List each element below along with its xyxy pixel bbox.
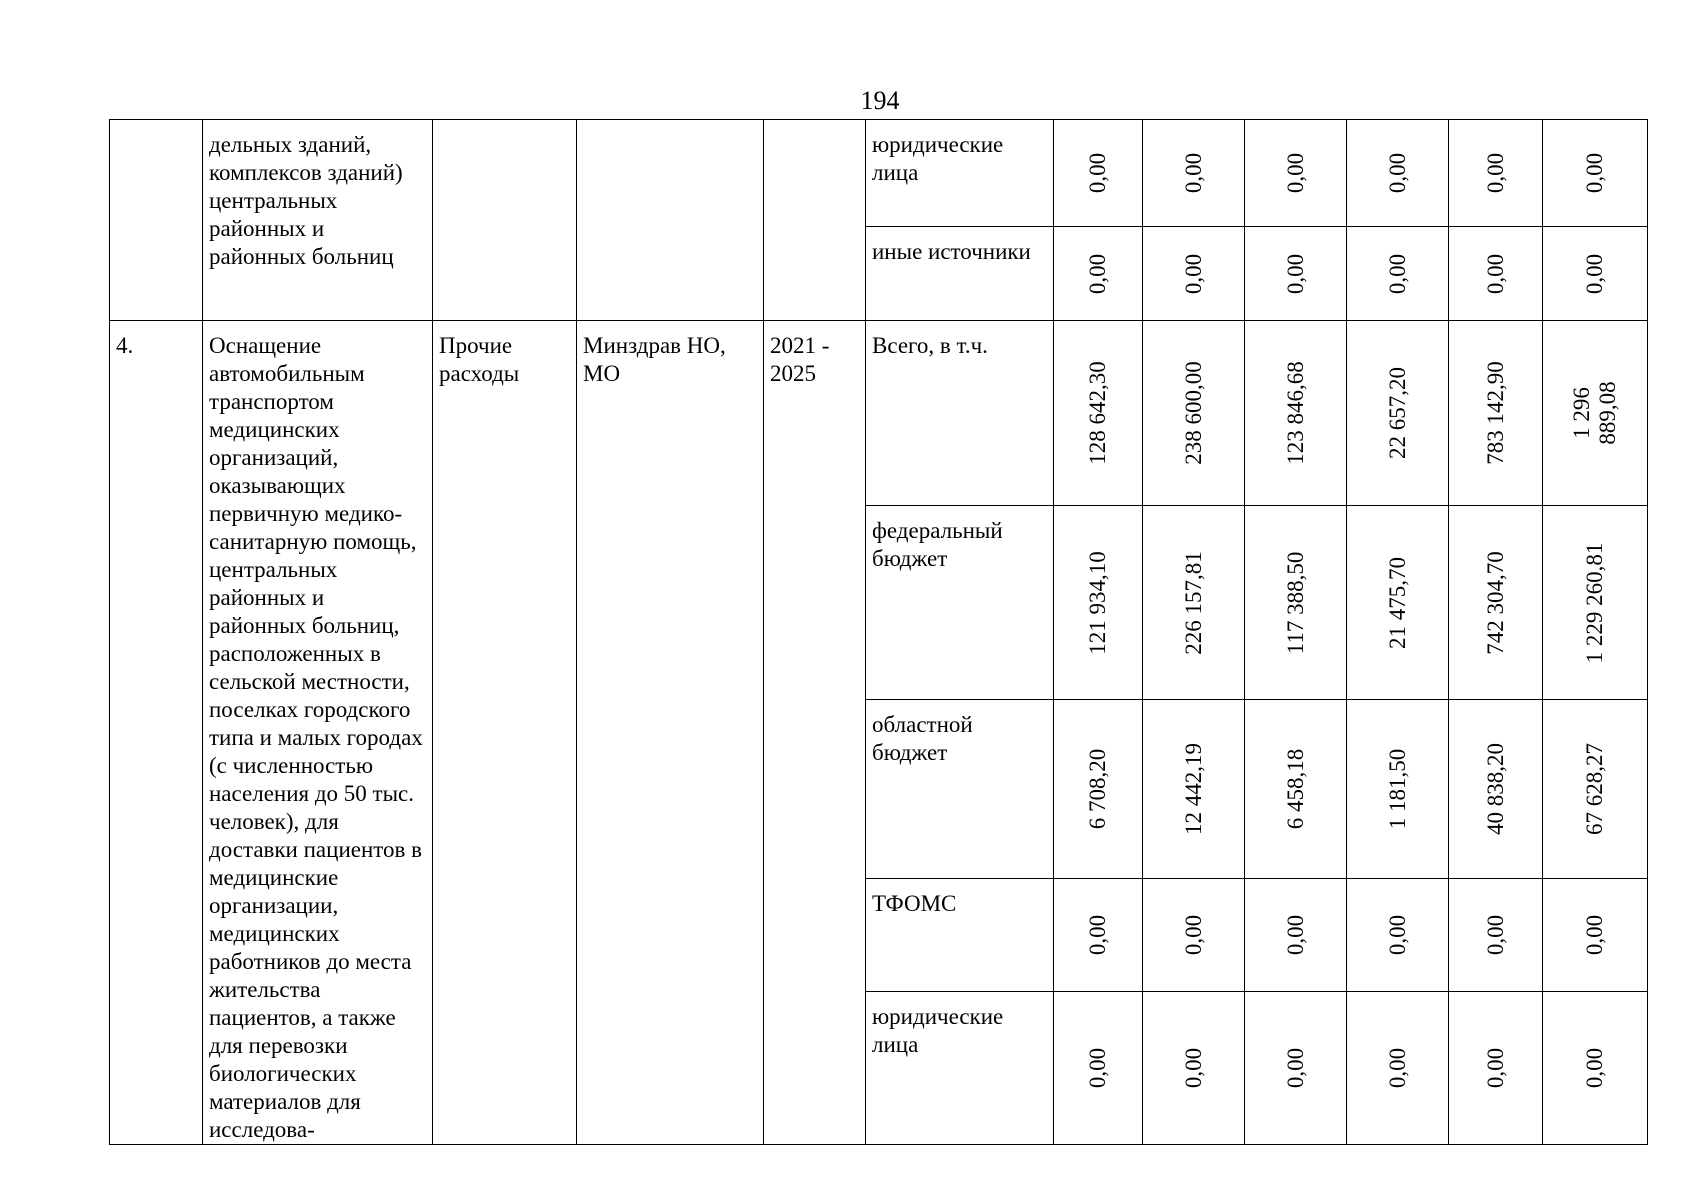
value-text: 12 442,19 (1180, 743, 1206, 836)
value-text: 0,00 (1085, 152, 1110, 194)
value-cell (1449, 700, 1543, 878)
value-cell (1449, 227, 1543, 321)
value-cell (1143, 878, 1245, 991)
value-text: 0,00 (1085, 1048, 1110, 1089)
funding-source-cell: юридические лица (866, 120, 1054, 227)
value-cell (1245, 878, 1347, 991)
value-text: 0,00 (1180, 152, 1206, 194)
value-cell (1245, 700, 1347, 878)
value-text: 0,00 (1085, 253, 1110, 294)
value-text: 226 157,81 (1180, 551, 1206, 655)
value-text: 1 296 889,08 (1569, 381, 1620, 445)
value-cell (1245, 506, 1347, 700)
value-text: 0,00 (1482, 253, 1508, 294)
value-text: 0,00 (1085, 914, 1110, 956)
value-cell (1543, 506, 1648, 700)
value-text: 0,00 (1180, 914, 1206, 956)
value-text: 0,00 (1282, 152, 1308, 194)
value-text: 0,00 (1384, 253, 1410, 294)
value-cell (1054, 321, 1143, 506)
value-cell (1347, 878, 1449, 991)
value-cell (1347, 700, 1449, 878)
value-cell (1143, 321, 1245, 506)
value-cell (1347, 321, 1449, 506)
value-text: 742 304,70 (1482, 551, 1508, 655)
value-text: 22 657,20 (1384, 367, 1410, 460)
value-text: 0,00 (1180, 253, 1206, 294)
funding-source-cell: юридические лица (866, 992, 1054, 1145)
value-text: 0,00 (1384, 1048, 1410, 1089)
value-cell (1245, 992, 1347, 1145)
value-cell (1054, 227, 1143, 321)
value-text: 0,00 (1582, 253, 1607, 294)
value-cell (1054, 506, 1143, 700)
value-text: 1 229 260,81 (1582, 542, 1607, 664)
funding-source-cell: федеральный бюджет (866, 506, 1054, 700)
value-text: 0,00 (1482, 152, 1508, 194)
period-cell (764, 120, 866, 321)
value-text: 40 838,20 (1482, 743, 1508, 836)
value-cell (1143, 120, 1245, 227)
value-cell (1543, 227, 1648, 321)
value-text: 121 934,10 (1085, 551, 1110, 655)
budget-table (109, 119, 1648, 1145)
value-text: 0,00 (1384, 152, 1410, 194)
value-cell (1449, 878, 1543, 991)
value-cell (1449, 321, 1543, 506)
value-cell (1449, 120, 1543, 227)
expense-type-cell: Прочие расходы (433, 321, 577, 1145)
value-text: 117 388,50 (1282, 551, 1308, 655)
value-text: 6 458,18 (1282, 748, 1308, 830)
value-cell (1543, 878, 1648, 991)
value-cell (1347, 227, 1449, 321)
description-cell: Оснащение автомобильным транспортом медицинских организаций, оказывающих первичную медико-санитарную помощь, центральных районных и районных больниц, расположенных в сельской местности, поселках городского типа и малых городах (с численностью населения до 50 тыс. человек), для доставки пациентов в медицинские организации, медицинских работников до места жительства пациентов, а также для перевозки биологических материалов для исследова- (203, 321, 433, 1145)
value-cell (1143, 700, 1245, 878)
value-cell (1543, 120, 1648, 227)
funding-source-cell: иные источники (866, 227, 1054, 321)
value-cell (1245, 227, 1347, 321)
value-cell (1054, 700, 1143, 878)
value-cell (1449, 992, 1543, 1145)
funding-source-cell: ТФОМС (866, 878, 1054, 991)
value-text: 0,00 (1180, 1048, 1206, 1089)
value-text: 0,00 (1384, 914, 1410, 956)
page-number: 194 (860, 86, 900, 115)
value-cell (1347, 506, 1449, 700)
executor-cell (577, 120, 764, 321)
value-cell (1543, 700, 1648, 878)
value-text: 0,00 (1582, 914, 1607, 956)
value-cell (1143, 506, 1245, 700)
value-cell (1143, 992, 1245, 1145)
value-text: 67 628,27 (1582, 743, 1607, 836)
value-cell (1245, 321, 1347, 506)
value-cell (1543, 321, 1648, 506)
value-cell (1449, 506, 1543, 700)
value-text: 0,00 (1282, 914, 1308, 956)
row-number-cell: 4. (110, 321, 203, 1145)
value-cell (1347, 120, 1449, 227)
executor-cell: Минздрав НО, МО (577, 321, 764, 1145)
value-cell (1347, 992, 1449, 1145)
value-cell (1245, 120, 1347, 227)
value-text: 0,00 (1482, 914, 1508, 956)
value-text: 0,00 (1282, 1048, 1308, 1089)
value-text: 21 475,70 (1384, 556, 1410, 649)
value-text: 123 846,68 (1282, 361, 1308, 465)
funding-source-cell: Всего, в т.ч. (866, 321, 1054, 506)
row-number-cell (110, 120, 203, 321)
expense-type-cell (433, 120, 577, 321)
value-text: 0,00 (1282, 253, 1308, 294)
value-text: 6 708,20 (1085, 748, 1110, 830)
table-row (110, 321, 1648, 506)
funding-source-cell: областной бюджет (866, 700, 1054, 878)
value-text: 128 642,30 (1085, 361, 1110, 465)
value-cell (1054, 120, 1143, 227)
period-cell: 2021 - 2025 (764, 321, 866, 1145)
value-text: 238 600,00 (1180, 361, 1206, 465)
description-cell: дельных зданий, комплексов зданий) центральных районных и районных больниц (203, 120, 433, 321)
table-row (110, 120, 1648, 227)
value-text: 0,00 (1582, 1048, 1607, 1089)
value-cell (1054, 992, 1143, 1145)
value-cell (1543, 992, 1648, 1145)
value-text: 0,00 (1482, 1048, 1508, 1089)
value-cell (1054, 878, 1143, 991)
value-text: 1 181,50 (1384, 748, 1410, 830)
value-cell (1143, 227, 1245, 321)
value-text: 783 142,90 (1482, 361, 1508, 465)
value-text: 0,00 (1582, 152, 1607, 194)
